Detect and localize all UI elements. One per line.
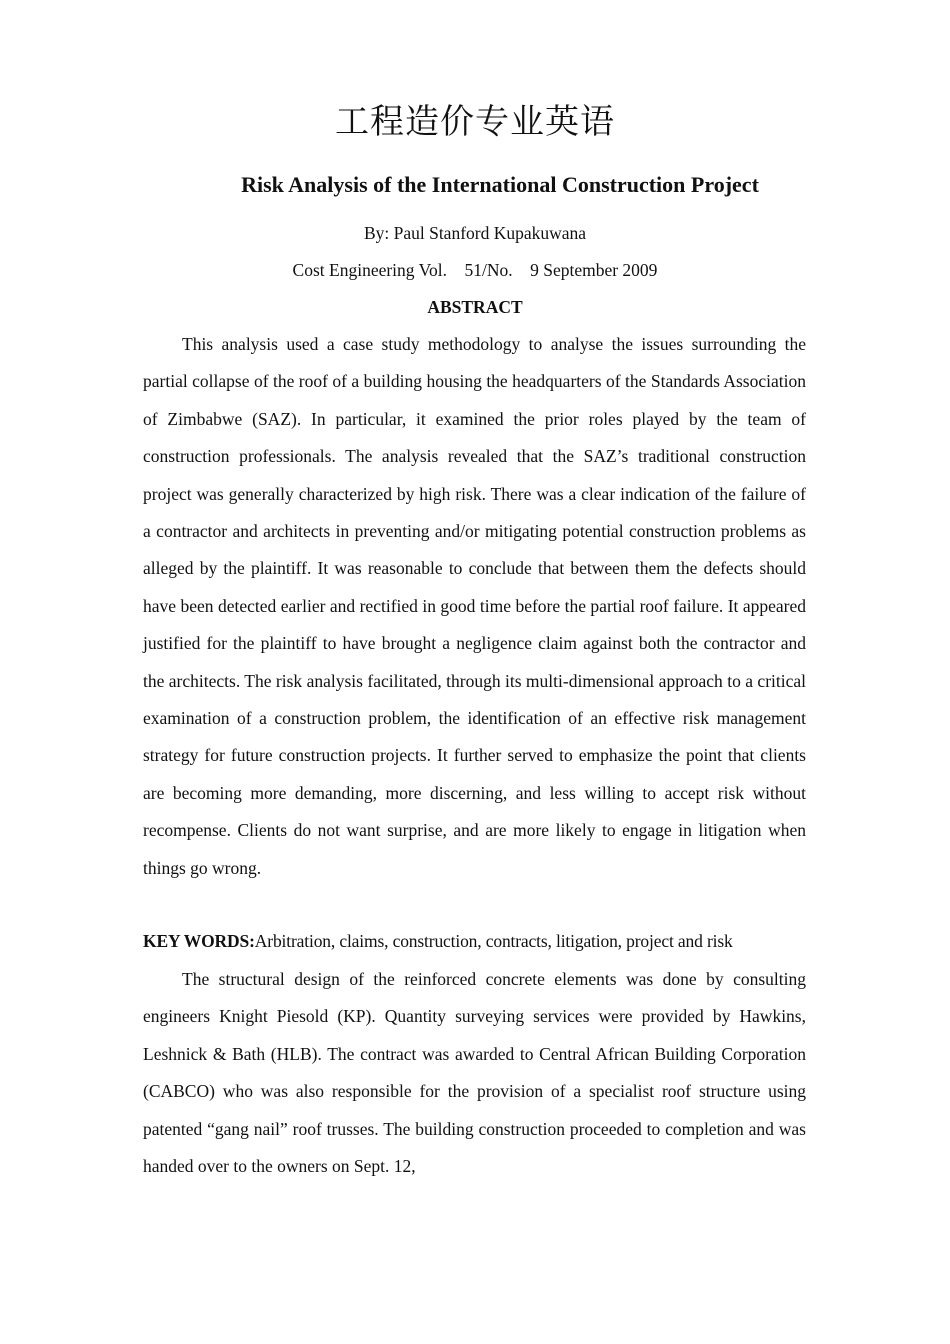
keywords-list: Arbitration, claims, construction, contracts, litigation, project and risk — [254, 931, 733, 951]
article-title: Risk Analysis of the International Construction Project — [241, 172, 759, 197]
keywords-line — [143, 923, 806, 960]
body-paragraph: The structural design of the reinforced concrete elements was done by consulting engineers Knight Piesold (KP). Quantity surveying services were provided by Hawkins, Leshnick & Bath (HLB). The contract was awarded to Central African Building Corporation (CABCO) who was also responsible for the provision of a specialist roof structure using patented “gang nail” roof trusses. The building construction proceeded to completion and was handed over to the owners on Sept. 12, — [143, 969, 806, 1177]
author-byline: By: Paul Stanford Kupakuwana — [363, 223, 587, 243]
keywords-label: KEY WORDS: — [143, 931, 255, 951]
abstract-paragraph: This analysis used a case study methodology to analyse the issues surrounding the partial collapse of the roof of a building housing the headquarters of the Standards Association of Zimbabwe (SAZ). In particular, it examined the prior roles played by the team of construction professionals. The analysis revealed that the SAZ’s traditional construction project was generally characterized by high risk. There was a clear indication of the failure of a contractor and architects in preventing and/or mitigating potential construction problems as alleged by the plaintiff. It was reasonable to conclude that between them the defects should have been detected earlier and rectified in good time before the partial roof failure. It appeared justified for the plaintiff to have brought a negligence claim against both the contractor and the architects. The risk analysis facilitated, through its multi-dimensional approach to a critical examination of a construction problem, the identification of an effective risk management strategy for future construction projects. It further served to emphasize the point that clients are becoming more demanding, more discerning, and less willing to accept risk without recompense. Clients do not want surprise, and are more likely to engage in litigation when things go wrong. — [143, 334, 806, 878]
chinese-title: 工程造价专业英语 — [335, 102, 615, 142]
abstract-heading: ABSTRACT — [427, 297, 523, 317]
journal-citation: Cost Engineering Vol. 51/No. 9 September 2009 — [292, 260, 658, 280]
